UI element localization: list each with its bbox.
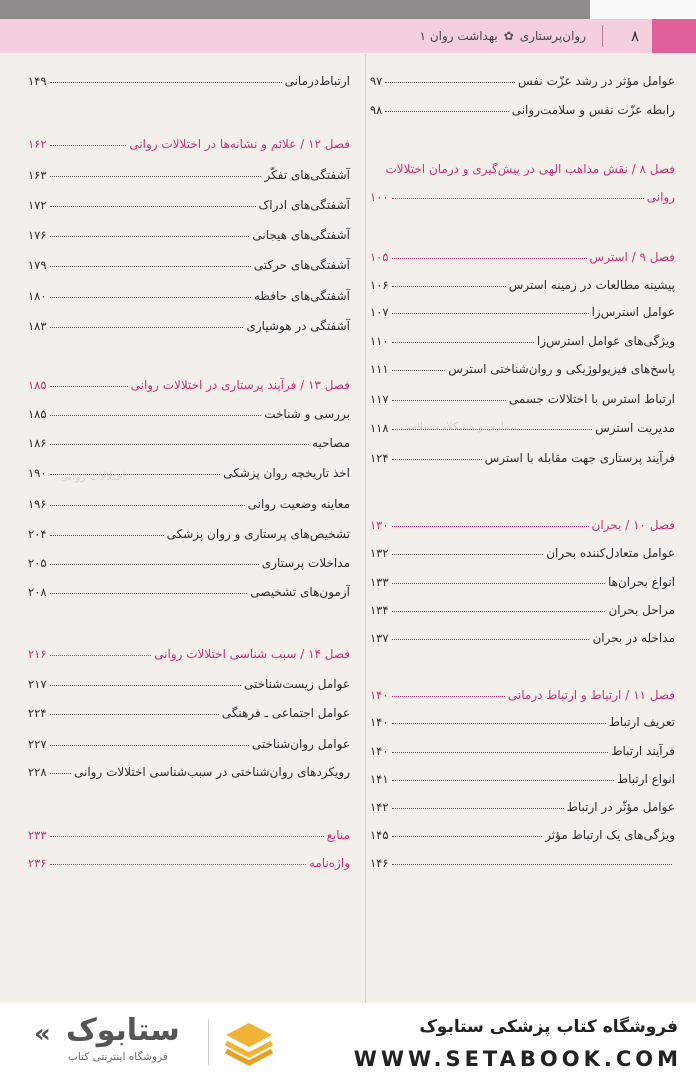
toc-entry — [28, 727, 350, 751]
toc-page-number: ۱۳۴ — [370, 603, 389, 617]
dot-leader — [50, 175, 262, 177]
dot-leader — [50, 205, 256, 207]
toc-entry-title: عوامل استرس‌زا — [591, 305, 675, 319]
dot-leader — [50, 414, 262, 416]
toc-entry-title: منابع — [326, 828, 350, 842]
toc-entry-title: آشفتگی‌های هیجانی — [252, 228, 350, 242]
dot-leader — [392, 257, 587, 259]
toc-entry-title: انواع ارتباط — [616, 772, 675, 786]
toc-chapter-heading — [28, 368, 350, 392]
dot-leader — [50, 81, 282, 83]
bleed-through-text: اختلالات روانی — [60, 470, 126, 483]
toc-page-number: ۱۰۵ — [370, 250, 389, 264]
dot-leader — [50, 473, 221, 475]
toc-entry-title: عوامل زیست‌شناختی — [243, 677, 350, 691]
toc-page-number: ۱۸۰ — [28, 289, 47, 303]
toc-entry-title: مداخلات پرستاری — [261, 556, 350, 570]
dot-leader — [392, 582, 605, 584]
top-white-strip — [590, 0, 696, 19]
toc-entry-title: پاسخ‌های فیزیولوژیکی و روان‌شناختی استرس — [448, 362, 675, 376]
dot-leader — [50, 713, 219, 715]
toc-page-number: ۱۴۱ — [370, 772, 389, 786]
dot-leader — [50, 443, 310, 445]
toc-entry-title: ارتباط‌درمانی — [284, 74, 350, 88]
toc-page-number: ۲۱۷ — [28, 677, 47, 691]
bleed-through-text: بیماری و مشکلات سلامت — [400, 420, 517, 433]
dot-leader — [392, 638, 590, 640]
toc-page-number: ۱۹۰ — [28, 466, 47, 480]
dot-leader — [50, 592, 248, 594]
toc-entry-title: واژه‌نامه — [308, 856, 350, 870]
toc-entry — [28, 517, 350, 541]
store-footer — [0, 1003, 696, 1080]
toc-entry-title: پیشینه مطالعات در زمینه استرس — [508, 278, 675, 292]
dot-leader — [392, 610, 606, 612]
toc-page-number: ۱۰۶ — [370, 278, 389, 292]
dot-leader — [392, 341, 534, 343]
toc-entry — [370, 382, 675, 406]
toc-entry — [28, 426, 350, 450]
toc-entry — [28, 248, 350, 272]
toc-page-number: ۲۲۷ — [28, 737, 47, 751]
toc-entry-title: عوامل مؤثّر در ارتباط — [566, 800, 675, 814]
toc-entry-title: انواع بحران‌ها — [607, 575, 675, 589]
toc-entry-title: آشفتگی‌های حافظه — [254, 289, 350, 303]
toc-entry-title: فصل ۱۰ / بحران — [591, 518, 675, 532]
store-logo — [30, 1015, 280, 1071]
toc-entry-title: فصل ۱۲ / علائم و نشانه‌ها در اختلالات روانی — [129, 137, 350, 151]
dot-leader — [392, 553, 544, 555]
dot-leader — [50, 863, 306, 865]
toc-entry-title: عوامل مؤثر در رشد عزّت نفس — [518, 74, 675, 88]
dot-leader — [50, 744, 249, 746]
toc-chapter-heading — [370, 240, 675, 264]
toc-page-number: ۱۸۶ — [28, 436, 47, 450]
flower-icon: ✿ — [503, 29, 514, 43]
dot-leader — [385, 110, 508, 112]
toc-entry-title: بررسی و شناخت — [264, 407, 350, 421]
toc-entry — [370, 705, 675, 729]
toc-page-number: ۱۳۳ — [370, 575, 389, 589]
toc-entry — [370, 565, 675, 589]
toc-page-number: ۱۴۲ — [370, 800, 389, 814]
dot-leader — [50, 534, 164, 536]
store-url-link[interactable]: WWW.SETABOOK.COM — [353, 1047, 682, 1071]
toc-page-number: ۱۶۳ — [28, 168, 47, 182]
toc-entry — [28, 575, 350, 599]
toc-page-number: ۱۹۶ — [28, 497, 47, 511]
toc-page-number: ۱۷۹ — [28, 258, 47, 272]
toc-page-number: ۱۲۴ — [370, 451, 389, 465]
toc-entry — [370, 846, 675, 870]
toc-entry-title: آشفتگی‌های تفکّر — [264, 168, 350, 182]
toc-page-number: ۱۷۶ — [28, 228, 47, 242]
chapter-title: روان‌پرستاری — [519, 29, 586, 43]
dot-leader — [50, 265, 251, 267]
header-title — [420, 19, 586, 53]
toc-entry-title: ویژگی‌های یک ارتباط مؤثر — [545, 828, 675, 842]
toc-entry-title: فصل ۱۱ / ارتباط و ارتباط درمانی — [507, 688, 675, 702]
dot-leader — [392, 863, 672, 865]
toc-entry-title: ارتباط استرس با اختلالات جسمی — [508, 392, 675, 406]
toc-entry — [370, 64, 675, 88]
toc-entry-title: مدیریت استرس — [595, 421, 675, 435]
toc-entry — [370, 352, 675, 376]
toc-entry-title: اخذ تاریخچه روان پزشکی — [223, 466, 350, 480]
toc-entry-title: عوامل اجتماعی ـ فرهنگی — [221, 706, 350, 720]
dot-leader — [50, 684, 241, 686]
toc-page-number: ۱۸۵ — [28, 378, 47, 392]
toc-entry-title: آشفتگی در هوشیاری — [246, 319, 350, 333]
toc-entry — [28, 696, 350, 720]
toc-entry — [28, 397, 350, 421]
toc-page-number: ۱۱۷ — [370, 392, 389, 406]
dot-leader — [392, 458, 482, 460]
toc-entry — [28, 188, 350, 212]
dot-leader — [392, 197, 644, 199]
toc-page-number: ۲۲۴ — [28, 706, 47, 720]
toc-entry-title: آشفتگی‌های حرکتی — [253, 258, 350, 272]
toc-entry-title: رابطه عزّت نفس و سلامت‌روانی — [511, 103, 675, 117]
dot-leader — [50, 504, 245, 506]
toc-page-number: ۱۴۶ — [370, 856, 389, 870]
toc-entry — [28, 487, 350, 511]
header-divider — [602, 25, 603, 47]
toc-chapter-heading — [28, 846, 350, 870]
page-number: ۸ — [630, 27, 640, 45]
dot-leader — [50, 326, 244, 328]
toc-entry — [370, 593, 675, 617]
toc-entry-title: روانی — [646, 190, 675, 204]
toc-page-number: ۱۳۷ — [370, 631, 389, 645]
toc-entry — [370, 93, 675, 117]
toc-page-number: ۱۰۷ — [370, 305, 389, 319]
header-pink-tab — [652, 19, 696, 53]
dot-leader — [392, 285, 506, 287]
toc-page-number: ۱۱۰ — [370, 334, 389, 348]
toc-page-number: ۱۴۰ — [370, 744, 389, 758]
dot-leader — [50, 563, 259, 565]
toc-entry-title: فصل ۱۴ / سبب شناسی اختلالات روانی — [154, 647, 350, 661]
toc-page-number: ۲۰۵ — [28, 556, 47, 570]
toc-page-number: ۲۳۳ — [28, 828, 47, 842]
toc-entry-title: فرآیند ارتباط — [611, 744, 675, 758]
toc-entry — [28, 64, 350, 88]
toc-entry — [28, 279, 350, 303]
dot-leader — [392, 312, 589, 314]
toc-entry — [28, 158, 350, 182]
toc-page-number: ۲۰۴ — [28, 527, 47, 541]
dot-leader — [392, 779, 614, 781]
toc-page-number: ۱۳۲ — [370, 546, 389, 560]
toc-page-number: ۱۳۰ — [370, 518, 389, 532]
toc-entry-title: آزمون‌های تشخیصی — [250, 585, 350, 599]
toc-entry — [28, 667, 350, 691]
dot-leader — [392, 428, 593, 430]
toc-page-number: ۱۴۹ — [28, 74, 47, 88]
dot-leader — [50, 385, 128, 387]
toc-entry-title: فرآیند پرستاری جهت مقابله با استرس — [484, 451, 675, 465]
toc-entry-title: مصاحبه — [312, 436, 350, 450]
toc-entry-title: ویژگی‌های عوامل استرس‌زا — [536, 334, 675, 348]
logo-subtitle: فروشگاه اینترنتی کتاب — [68, 1051, 168, 1063]
toc-entry-title: فصل ۹ / استرس — [589, 250, 675, 264]
toc-page-number: ۱۶۲ — [28, 137, 47, 151]
toc-entry-title: تعریف ارتباط — [608, 715, 675, 729]
double-chevron-icon: « — [34, 1019, 51, 1049]
toc-page-number: ۲۱۶ — [28, 647, 47, 661]
toc-entry-title: آشفتگی‌های ادراک — [258, 198, 350, 212]
dot-leader — [392, 369, 446, 371]
toc-chapter-heading — [370, 152, 675, 176]
toc-page-number: ۱۸۵ — [28, 407, 47, 421]
logo-wordmark: ستابوک — [66, 1013, 180, 1048]
dot-leader — [392, 695, 505, 697]
dot-leader — [50, 835, 324, 837]
toc-entry-title: مراحل بحران — [608, 603, 675, 617]
toc-chapter-heading — [370, 678, 675, 702]
toc-entry-title: فصل ۸ / نقش مذاهب الهی در پیش‌گیری و درمان اختلالات — [385, 162, 675, 176]
toc-page-number: ۱۱۱ — [370, 362, 389, 376]
dot-leader — [50, 772, 71, 774]
toc-page-number: ۱۰۰ — [370, 190, 389, 204]
toc-entry — [370, 536, 675, 560]
book-stack-icon — [222, 1019, 276, 1067]
dot-leader — [50, 144, 127, 146]
column-divider — [365, 54, 366, 1003]
dot-leader — [392, 751, 609, 753]
dot-leader — [50, 296, 251, 298]
toc-entry — [370, 268, 675, 292]
toc-page-number: ۱۴۰ — [370, 688, 389, 702]
toc-chapter-heading — [28, 127, 350, 151]
toc-page-number: ۹۸ — [370, 103, 383, 117]
toc-chapter-heading — [370, 180, 675, 204]
toc-chapter-heading — [28, 818, 350, 842]
toc-entry — [28, 456, 350, 480]
toc-entry-title: تشخیص‌های پرستاری و روان پزشکی — [166, 527, 350, 541]
toc-entry — [370, 411, 675, 435]
toc-entry-title: مداخله در بحران — [592, 631, 675, 645]
dot-leader — [392, 399, 506, 401]
toc-entry — [370, 790, 675, 814]
dot-leader — [392, 835, 543, 837]
toc-page-number: ۹۷ — [370, 74, 383, 88]
toc-entry — [28, 309, 350, 333]
toc-entry — [370, 295, 675, 319]
toc-page-number: ۱۱۸ — [370, 421, 389, 435]
dot-leader — [385, 81, 515, 83]
toc-entry-title: رویکردهای روان‌شناختی در سبب‌شناسی اختلالات روانی — [73, 765, 350, 779]
toc-page-number: ۲۲۸ — [28, 765, 47, 779]
toc-entry — [370, 441, 675, 465]
toc-page-number: ۲۰۸ — [28, 585, 47, 599]
toc-entry — [370, 734, 675, 758]
toc-entry — [370, 762, 675, 786]
toc-entry-title: معاینه وضعیت روانی — [247, 497, 350, 511]
logo-divider — [208, 1019, 209, 1065]
running-header — [0, 19, 696, 53]
toc-entry — [370, 818, 675, 842]
dot-leader — [392, 525, 589, 527]
store-name: فروشگاه کتاب پزشکی ستابوک — [419, 1017, 678, 1037]
toc-entry — [28, 755, 350, 779]
toc-page-number: ۱۸۳ — [28, 319, 47, 333]
toc-page-number: ۲۳۶ — [28, 856, 47, 870]
toc-page-number: ۱۷۲ — [28, 198, 47, 212]
toc-entry-title: عوامل روان‌شناختی — [251, 737, 350, 751]
dot-leader — [392, 807, 564, 809]
toc-entry-title: فصل ۱۳ / فرآیند پرستاری در اختلالات روانی — [130, 378, 350, 392]
toc-entry — [28, 218, 350, 242]
dot-leader — [50, 235, 250, 237]
toc-page-number: ۱۴۵ — [370, 828, 389, 842]
dot-leader — [392, 722, 606, 724]
toc-chapter-heading — [370, 508, 675, 532]
toc-chapter-heading — [28, 637, 350, 661]
dot-leader — [50, 654, 152, 656]
toc-entry — [370, 621, 675, 645]
toc-entry-title: عوامل متعادل‌کننده بحران — [546, 546, 675, 560]
toc-page-number: ۱۴۰ — [370, 715, 389, 729]
toc-entry — [370, 324, 675, 348]
toc-entry — [28, 546, 350, 570]
book-title: بهداشت روان ۱ — [419, 29, 498, 43]
